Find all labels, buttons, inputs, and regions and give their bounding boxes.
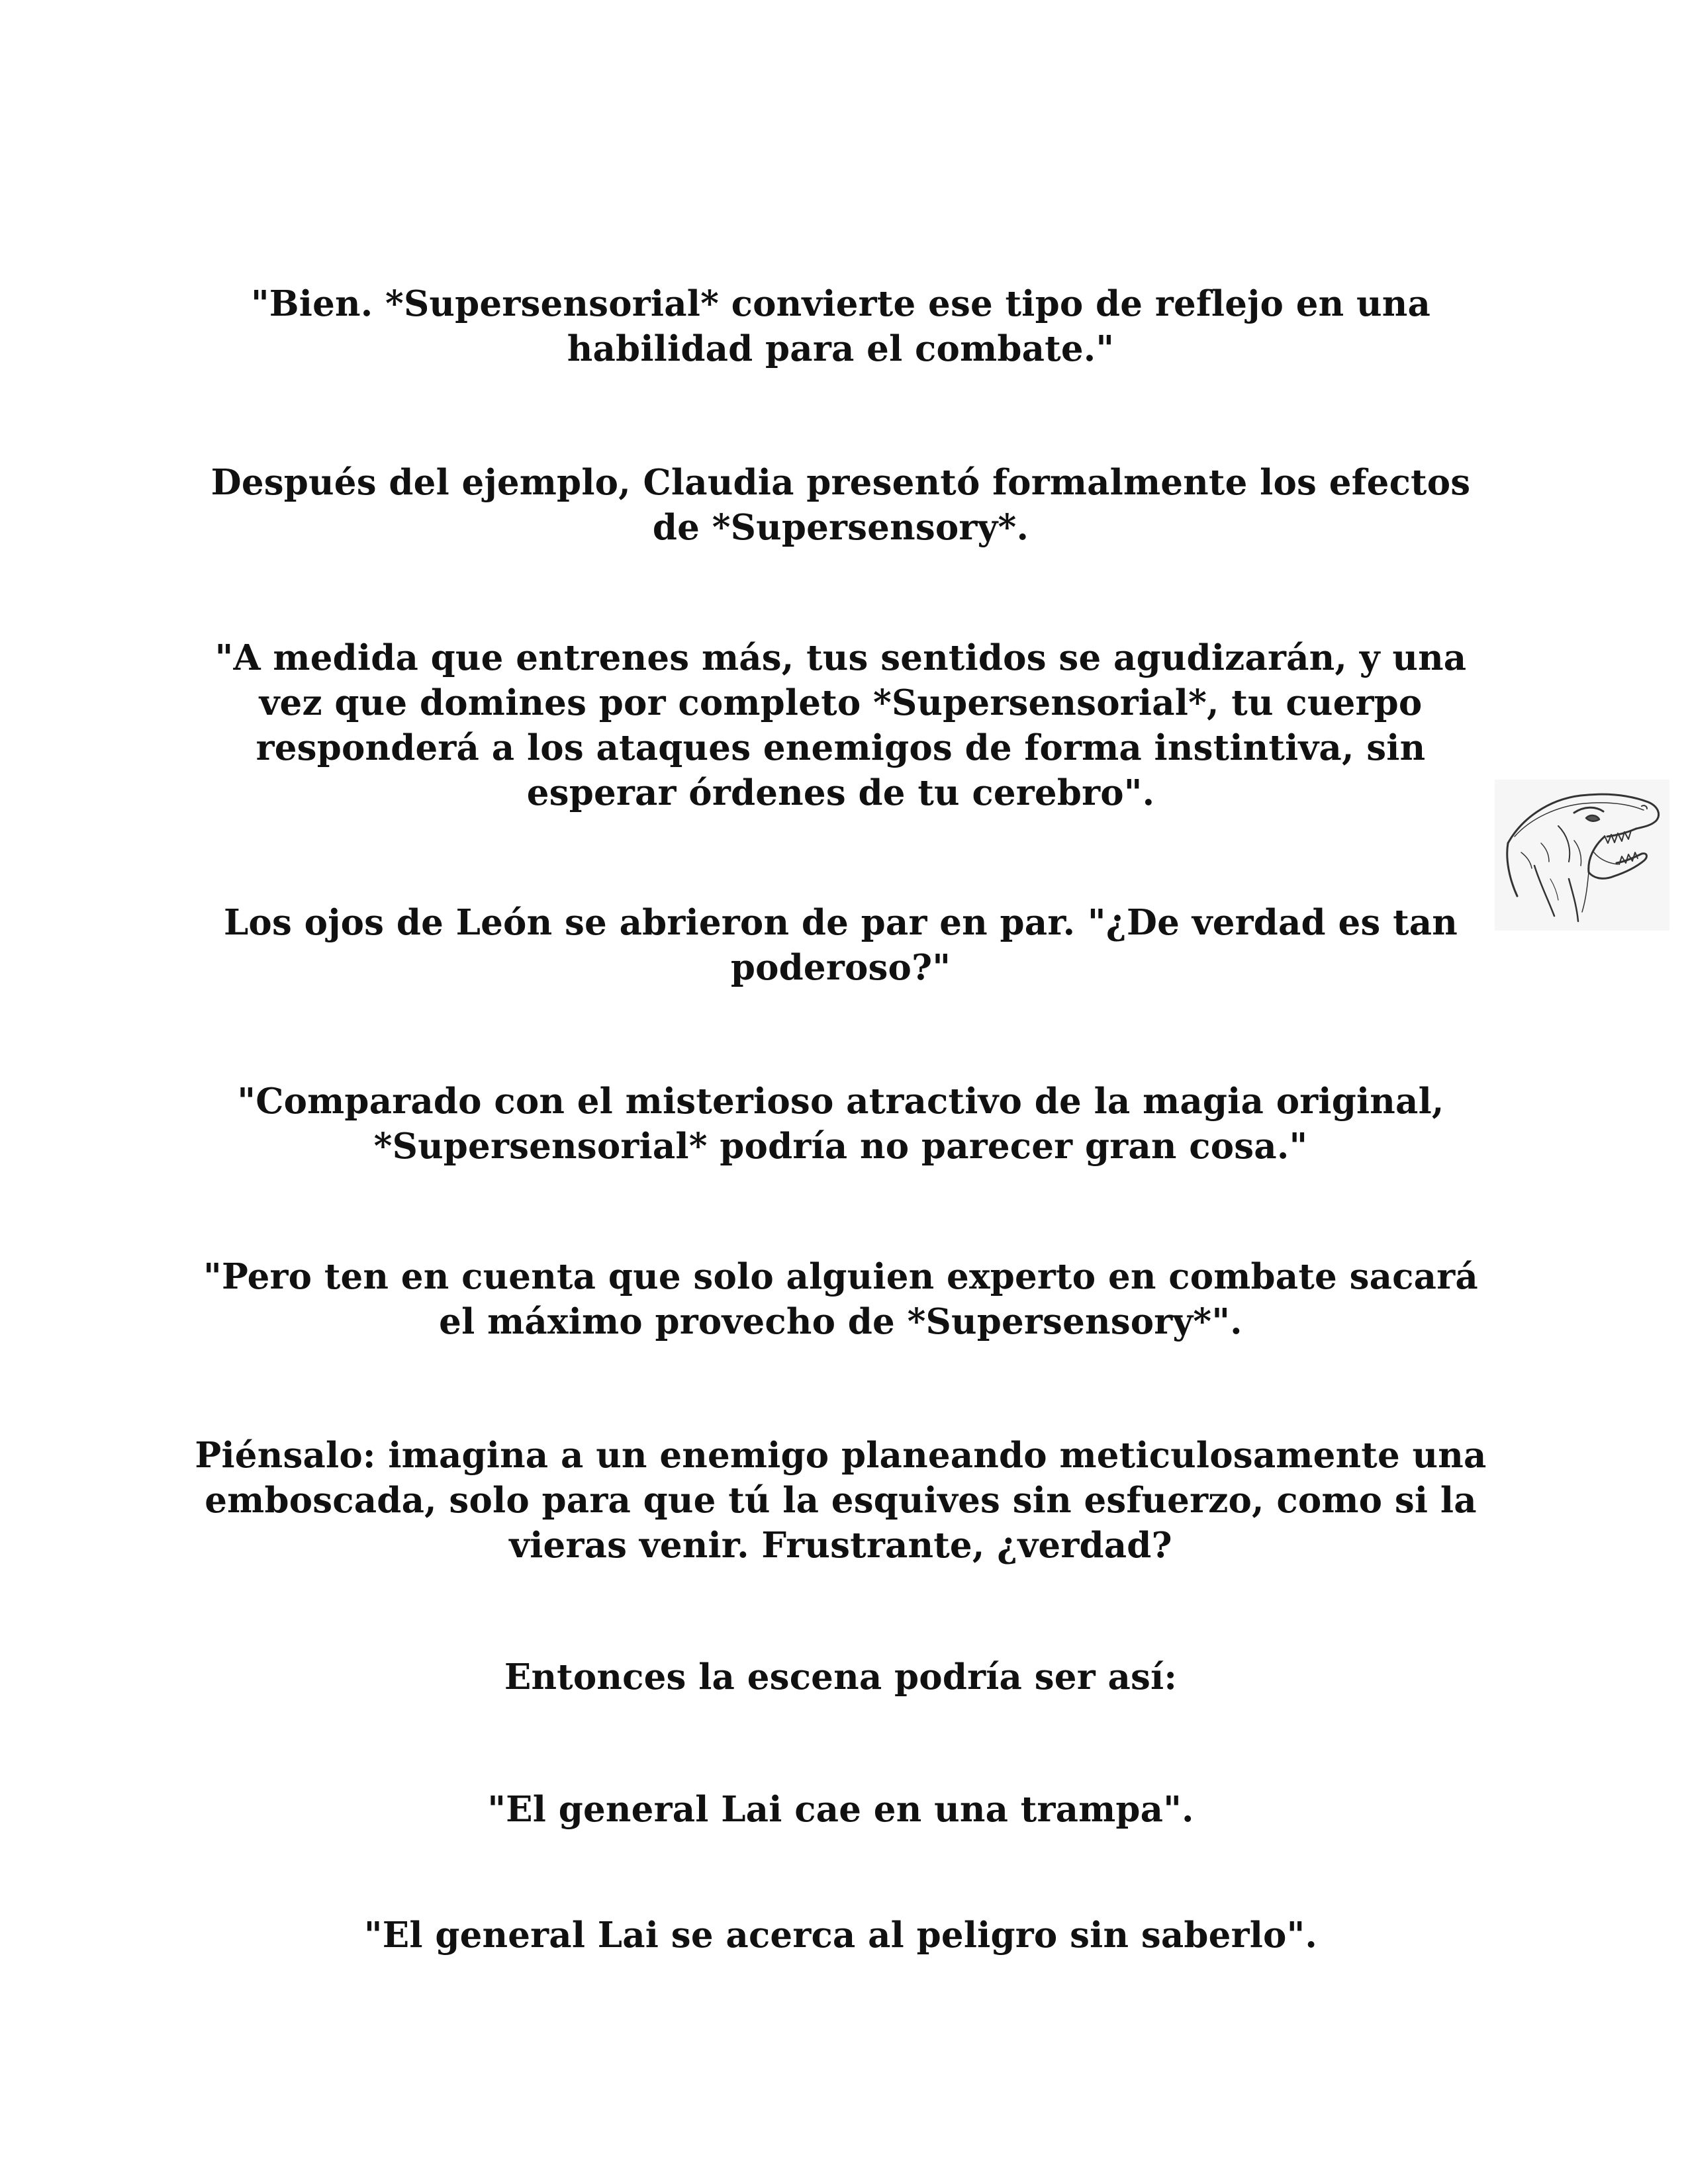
paragraph-2: Después del ejemplo, Claudia presentó formalmente los efectos de *Supersensory*. (211, 462, 1471, 548)
paragraph-8: Entonces la escena podría ser así: (504, 1657, 1178, 1698)
paragraph-10: "El general Lai se acerca al peligro sin saberlo". (363, 1915, 1318, 1956)
paragraph-9: "El general Lai cae en una trampa". (487, 1789, 1194, 1830)
paragraph-5: "Comparado con el misterioso atractivo de la magia original, *Supersensorial* podría no parecer gran cosa." (237, 1081, 1444, 1167)
dinosaur-head-sketch-icon (1495, 780, 1669, 931)
paragraph-4: Los ojos de León se abrieron de par en par. "¿De verdad es tan poderoso?" (223, 902, 1458, 988)
paragraph-7: Piénsalo: imagina a un enemigo planeando meticulosamente una emboscada, solo para que tú la esquives sin esfuerzo, como si la vieras venir. Frustrante, ¿verdad? (195, 1435, 1487, 1566)
paragraph-1: "Bien. *Supersensorial* convierte ese tipo de reflejo en una habilidad para el combate." (250, 283, 1431, 369)
paragraph-6: "Pero ten en cuenta que solo alguien experto en combate sacará el máximo provecho de *Supersensory*". (203, 1256, 1478, 1342)
paragraph-3: "A medida que entrenes más, tus sentidos se agudizarán, y una vez que domines por completo *Supersensorial*, tu cuerpo responderá a los ataques enemigos de forma instintiva, sin esperar órdenes de tu cerebro". (214, 637, 1467, 813)
